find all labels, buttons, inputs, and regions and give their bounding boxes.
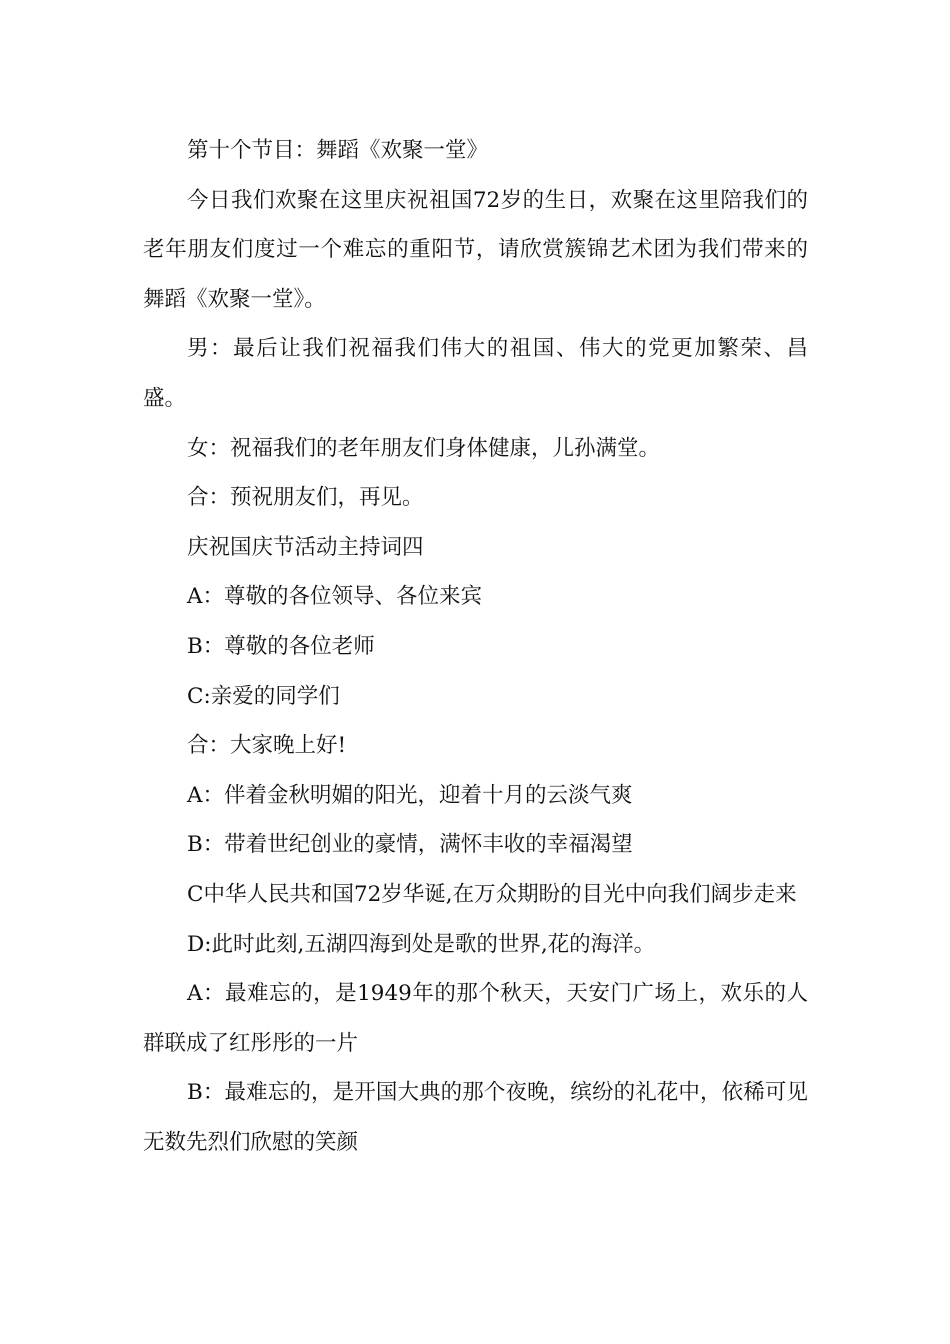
paragraph-b-greeting: B：尊敬的各位老师 <box>187 633 375 659</box>
paragraph-a-greeting: A：尊敬的各位领导、各位来宾 <box>187 584 483 610</box>
paragraph-c-greeting: C:亲爱的同学们 <box>187 683 340 709</box>
document-body <box>143 126 808 1167</box>
paragraph-a-1949: A：最难忘的，是1949年的那个秋天，天安门广场上，欢乐的人群联成了红彤彤的一片 <box>143 981 808 1056</box>
paragraph-program-ten-intro: 今日我们欢聚在这里庆祝祖国72岁的生日，欢聚在这里陪我们的老年朋友们度过一个难忘的重阳节，请欣赏簇锦艺术团为我们带来的舞蹈《欢聚一堂》。 <box>143 187 808 312</box>
paragraph-together-farewell: 合：预祝朋友们，再见。 <box>187 485 424 511</box>
paragraph-b-century: B：带着世纪创业的豪情，满怀丰收的幸福渴望 <box>187 832 633 858</box>
paragraph-a-autumn: A：伴着金秋明媚的阳光，迎着十月的云淡气爽 <box>187 782 633 808</box>
paragraph-c-anniversary: C中华人民共和国72岁华诞,在万众期盼的目光中向我们阔步走来 <box>187 881 797 907</box>
paragraph-program-ten-title: 第十个节目：舞蹈《欢聚一堂》 <box>187 138 489 163</box>
paragraph-male-blessing: 男：最后让我们祝福我们伟大的祖国、伟大的党更加繁荣、昌盛。 <box>143 336 808 411</box>
section-heading-script-four: 庆祝国庆节活动主持词四 <box>187 534 424 560</box>
paragraph-together-good-evening: 合：大家晚上好! <box>187 733 347 759</box>
paragraph-female-blessing: 女：祝福我们的老年朋友们身体健康，儿孙满堂。 <box>187 435 661 461</box>
paragraph-d-moment: D:此时此刻,五湖四海到处是歌的世界,花的海洋。 <box>187 931 656 957</box>
paragraph-b-founding: B：最难忘的，是开国大典的那个夜晚，缤纷的礼花中，依稀可见无数先烈们欣慰的笑颜 <box>143 1080 808 1155</box>
